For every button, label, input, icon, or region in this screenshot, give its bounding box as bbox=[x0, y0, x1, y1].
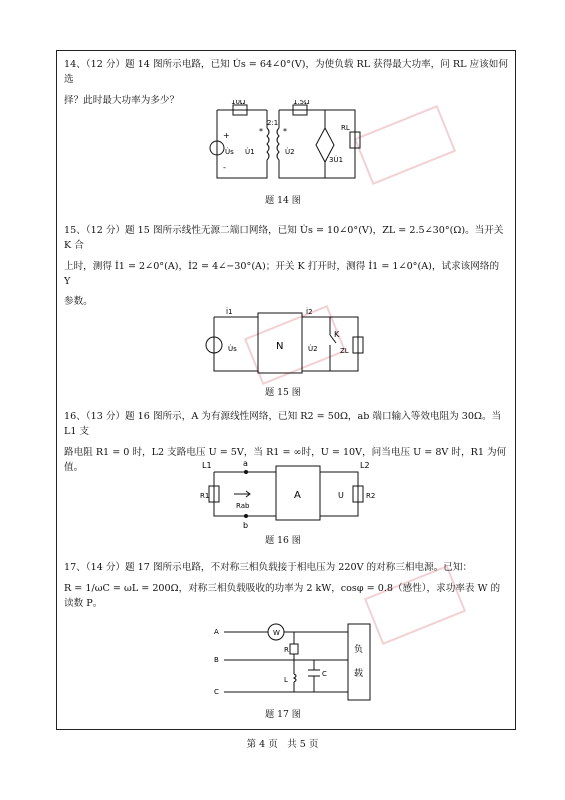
page-footer: 第 4 页 共 5 页 bbox=[246, 739, 319, 750]
question-17-line2: R = 1/ωC = ωL = 200Ω，对称三相负载吸收的功率为 2 kW，cosφ = 0.8（感性），求功率表 W 的读数 P。 bbox=[64, 582, 501, 609]
question-17 bbox=[64, 561, 508, 612]
rab-label: Rab bbox=[236, 502, 250, 510]
u2-label: U̇2 bbox=[308, 345, 318, 353]
figure-14-circuit bbox=[205, 100, 375, 190]
load-label-1: 负 bbox=[354, 645, 364, 655]
question-14-line1: 14、（12 分）题 14 图所示电路，已知 U̇s = 64∠0°(V)，为使负载 RL 获得最大功率，问 RL 应该如何选 bbox=[64, 59, 508, 85]
source-minus-sign: - bbox=[223, 163, 226, 172]
question-17-line1: 17、（14 分）题 17 图所示电路，不对称三相负载接于相电压为 220V 的对称三相电源。已知： bbox=[64, 562, 473, 573]
dot-marker: * bbox=[259, 127, 263, 136]
question-14-line2: 择？此时最大功率为多少？ bbox=[64, 94, 180, 106]
load-label-2: 载 bbox=[354, 669, 364, 679]
source-voltage-label: U̇s bbox=[228, 345, 237, 353]
i1-label: İ1 bbox=[226, 308, 233, 316]
resistor-10-label: 10Ω bbox=[231, 100, 246, 106]
switch-k-label: K bbox=[334, 330, 340, 339]
figure-16-circuit bbox=[200, 458, 380, 530]
figure-16-caption: 题 16 图 bbox=[265, 535, 301, 546]
question-15 bbox=[64, 224, 508, 310]
zl-label: ZL bbox=[340, 347, 349, 355]
source-plus-sign: + bbox=[223, 131, 230, 140]
r2-label: R2 bbox=[366, 492, 376, 500]
u2-label: U̇2 bbox=[285, 148, 295, 156]
question-16-line1: 16、（13 分）题 16 图所示，A 为有源线性网络，已知 R2 = 50Ω，ab 端口输入等效电阻为 30Ω。当 L1 支 bbox=[64, 411, 502, 437]
capacitor-c-label: C bbox=[322, 670, 327, 678]
figure-15-caption: 题 15 图 bbox=[265, 387, 301, 398]
source-voltage-label: U̇s bbox=[225, 148, 234, 156]
question-15-line2: 上时，测得 İ1 = 2∠0°(A)，İ2 = 4∠−30°(A)；开关 K 打开时，测得 İ1 = 1∠0°(A)，试求该网络的 Y bbox=[64, 260, 500, 287]
i2-label: İ2 bbox=[306, 308, 313, 316]
transformer-ratio-label: 2:1 bbox=[267, 119, 279, 127]
figure-17-caption: 题 17 图 bbox=[265, 709, 301, 720]
resistor-r-label: R bbox=[284, 646, 289, 654]
node-a-label: a bbox=[243, 459, 248, 468]
network-n-label: N bbox=[276, 341, 284, 352]
wattmeter-label: W bbox=[273, 629, 280, 637]
node-b-label: b bbox=[243, 521, 249, 530]
dot-marker: * bbox=[283, 127, 287, 136]
figure-15-circuit bbox=[200, 305, 380, 383]
phase-b-label: B bbox=[214, 656, 219, 664]
figure-17-circuit bbox=[212, 616, 382, 706]
l2-label: L2 bbox=[360, 461, 370, 470]
question-16-line2: 路电阻 R1 = 0 时，L2 支路电压 U = 5V，当 R1 = ∞时，U = 10V，问当电压 U = 8V 时，R1 为何值。 bbox=[64, 446, 507, 473]
phase-a-label: A bbox=[214, 628, 219, 636]
voltage-u-label: U bbox=[338, 491, 344, 500]
network-a-label: A bbox=[294, 490, 301, 501]
resistor-1-5-label: 1.5Ω bbox=[293, 100, 310, 106]
question-15-line3: 参数。 bbox=[64, 296, 93, 308]
l1-label: L1 bbox=[202, 461, 212, 470]
dependent-source-label: 3U̇1 bbox=[329, 156, 344, 164]
question-15-line1: 15、（12 分）题 15 图所示线性无源二端口网络，已知 U̇s = 10∠0°(V)，ZL = 2.5∠30°(Ω)。当开关 K 合 bbox=[64, 225, 504, 251]
u1-label: U̇1 bbox=[245, 148, 255, 156]
phase-c-label: C bbox=[214, 688, 219, 696]
inductor-l-label: L bbox=[284, 676, 288, 684]
load-resistor-label: RL bbox=[341, 124, 350, 132]
figure-14-caption: 题 14 图 bbox=[265, 195, 301, 206]
r1-label: R1 bbox=[200, 492, 210, 500]
